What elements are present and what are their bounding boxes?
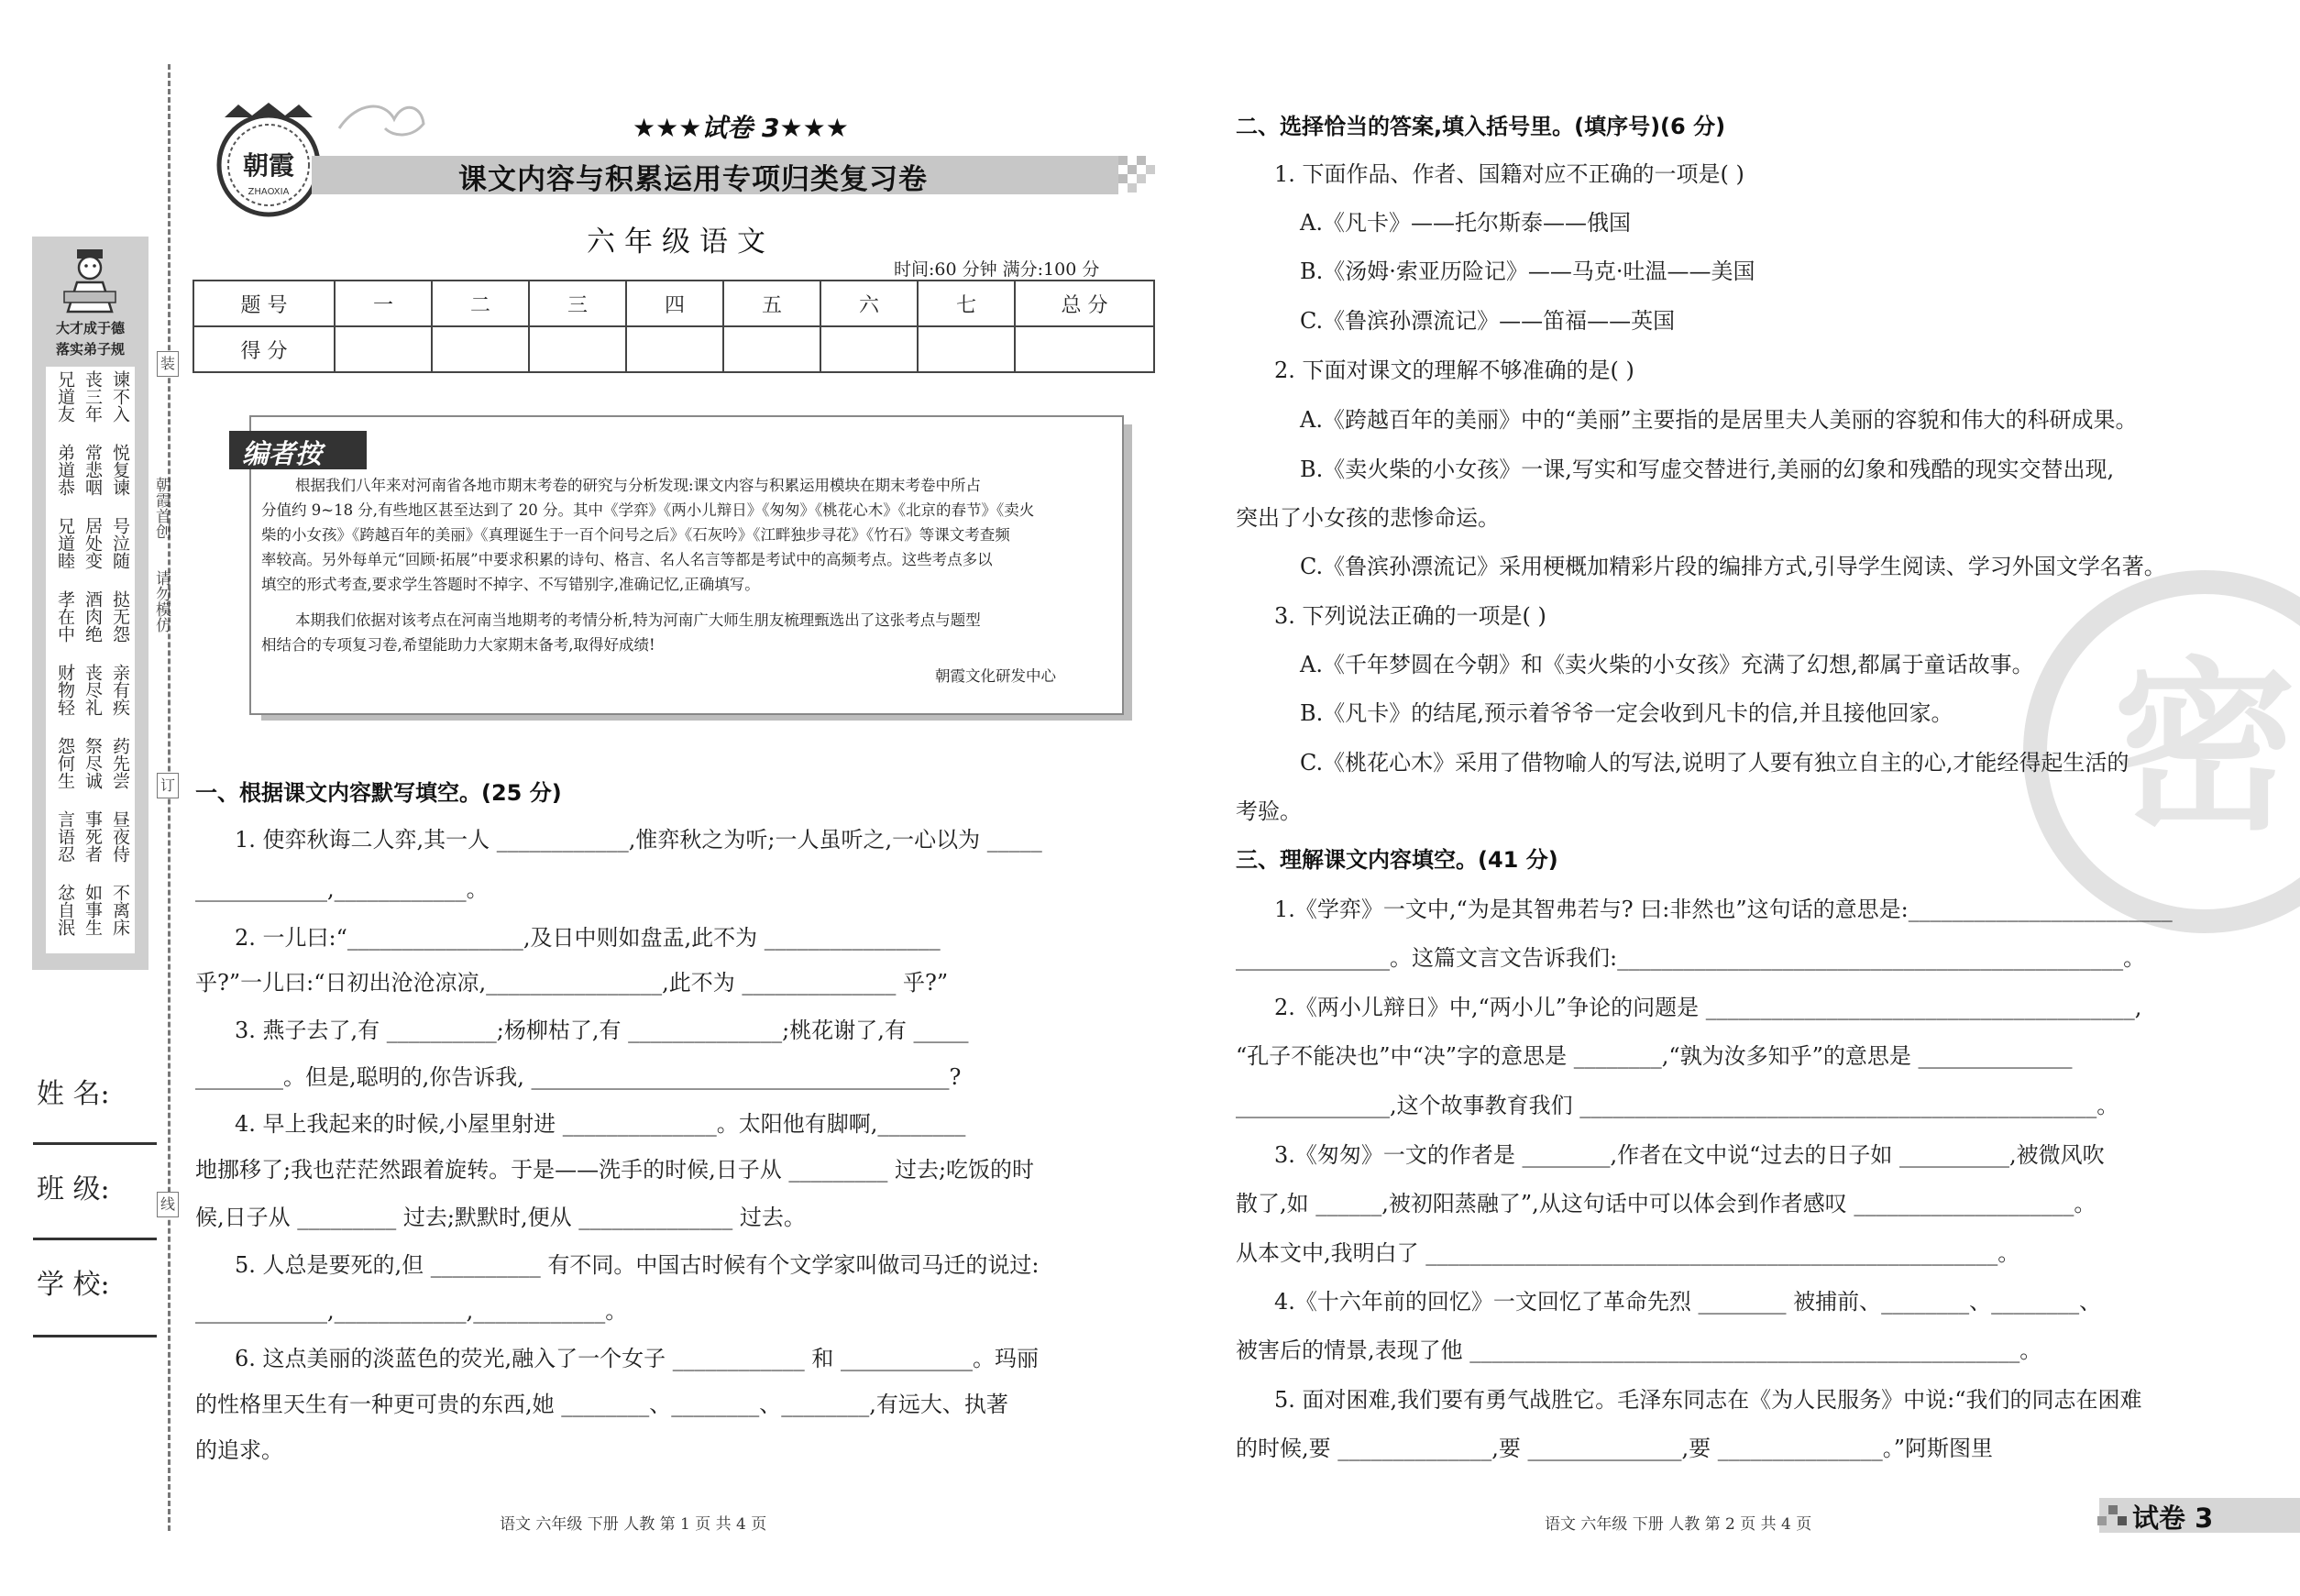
editor-note-line: 相结合的专项复习卷,希望能助力大家期末备考,取得好成绩!	[261, 636, 655, 654]
motto-column: 祭尽诚	[83, 737, 103, 789]
motto-column: 丧尽礼	[83, 664, 103, 716]
editor-note-line: 率较高。另外每单元“回顾·拓展”中要求积累的诗句、格言、名人名言等都是考试中的高频考点。这些考点多以	[261, 551, 993, 568]
class-label: 班 级:	[37, 1173, 110, 1205]
section-1-line: 4. 早上我起来的时候,小屋里射进 ______________。太阳他有脚啊,________	[235, 1111, 966, 1137]
score-table-cell: 七	[918, 281, 1015, 326]
score-input-cell[interactable]	[820, 326, 918, 372]
section-2-line: 突出了小女孩的悲惨命运。	[1236, 505, 1500, 531]
score-table-cell: 六	[820, 281, 918, 326]
section-2-line: A.《千年梦圆在今朝》和《卖火柴的小女孩》充满了幻想,都属于童话故事。	[1300, 652, 2034, 677]
motto-head-1: 大才成于德	[55, 320, 125, 336]
editor-note-line: 填空的形式考查,要求学生答题时不掉字、不写错别字,准确记忆,正确填写。	[261, 576, 760, 593]
editor-note-line: 分值约 9~18 分,有些地区甚至达到了 20 分。其中《学弈》《两小儿辩日》《匆匆》《桃花心木》《北京的春节》《卖火	[261, 501, 1035, 519]
section-3-line: 4.《十六年前的回忆》一文回忆了革命先烈 ________ 被捕前、________、________、	[1274, 1289, 2102, 1315]
name-field[interactable]	[33, 1142, 157, 1145]
score-table-cell: 总 分	[1015, 281, 1154, 326]
editor-note-tag-label: 编者按	[242, 438, 323, 469]
section-1-line: 6. 这点美丽的淡蓝色的荧光,融入了一个女子 ____________ 和 ____________。玛丽	[235, 1346, 1040, 1371]
motto-column: 号泣随	[110, 517, 130, 569]
motto-column: 不离床	[110, 884, 130, 936]
motto-column: 如事生	[83, 884, 103, 936]
score-input-cell[interactable]	[918, 326, 1015, 372]
section-1-line: 3. 燕子去了,有 __________;杨柳枯了,有 ______________;桃花谢了,有 _____	[235, 1018, 969, 1043]
corner-pattern-icon	[2097, 1503, 2127, 1529]
section-1-heading: 一、根据课文内容默写填空。(25 分)	[195, 780, 562, 806]
motto-column: 居处变	[83, 517, 103, 569]
section-3-line: 被害后的情景,表现了他 __________________________________________________。	[1236, 1337, 2042, 1363]
section-2-line: C.《桃花心木》采用了借物喻人的写法,说明了人要有独立自主的心,才能经得起生活的	[1300, 750, 2129, 776]
motto-column: 言语忍	[55, 810, 75, 863]
editor-note-signature: 朝霞文化研发中心	[935, 667, 1056, 685]
section-3-line: 从本文中,我明白了 ____________________________________________________。	[1236, 1240, 2020, 1266]
section-1-line: 5. 人总是要死的,但 __________ 有不同。中国古时候有个文学家叫做司马迁的说过:	[235, 1252, 1040, 1278]
bind-char-ding: 订	[157, 773, 179, 798]
section-3-line: 3.《匆匆》一文的作者是 ________,作者在文中说“过去的日子如 __________,被微风吹	[1274, 1142, 2105, 1168]
motto-column: 亲有疾	[110, 664, 130, 716]
name-label: 姓 名:	[37, 1078, 110, 1110]
scholar-figure-icon	[46, 246, 135, 314]
section-2-line: 1. 下面作品、作者、国籍对应不正确的一项是( )	[1274, 161, 1744, 187]
section-2-line: B.《卖火柴的小女孩》一课,写实和写虚交替进行,美丽的幻象和残酷的现实交替出现,	[1300, 457, 2115, 482]
motto-column: 谏不入	[110, 370, 130, 423]
motto-column: 弟道恭	[55, 444, 75, 496]
school-label: 学 校:	[37, 1269, 110, 1301]
motto-column: 忿自泯	[55, 884, 75, 936]
section-2-line: A.《跨越百年的美丽》中的“美丽”主要指的是居里夫人美丽的容貌和伟大的科研成果。	[1300, 407, 2138, 433]
section-2-line: 考验。	[1236, 798, 1302, 824]
score-table-cell: 四	[626, 281, 723, 326]
motto-column: 常悲咽	[83, 444, 103, 496]
motto-column: 丧三年	[83, 370, 103, 423]
section-2-line: C.《鲁滨孙漂流记》——笛福——英国	[1300, 308, 1676, 334]
score-table	[193, 280, 1155, 373]
section-1-line: ________。但是,聪明的,你告诉我, ______________________________________?	[195, 1064, 962, 1090]
editor-note-line: 根据我们八年来对河南省各地市期末考卷的研究与分析发现:课文内容与积累运用模块在期末考卷中所占	[295, 477, 982, 494]
section-2-line: B.《汤姆·索亚历险记》——马克·吐温——美国	[1300, 259, 1755, 284]
watermark-text: 密	[2112, 640, 2297, 855]
ribbon-decoration-icon	[330, 92, 431, 156]
section-1-line: 地挪移了;我也茫茫然跟着旋转。于是——洗手的时候,日子从 _________ 过去;吃饭的时	[195, 1157, 1035, 1183]
section-2-line: B.《凡卡》的结尾,预示着爷爷一定会收到凡卡的信,并且接他回家。	[1300, 700, 1953, 726]
section-1-line: 1. 使弈秋诲二人弈,其一人 ____________,惟弈秋之为听;一人虽听之,一心以为 _____	[235, 827, 1042, 853]
bind-char-xian: 线	[157, 1192, 179, 1217]
section-3-line: 2.《两小儿辩日》中,“两小儿”争论的问题是 _______________________________________,	[1274, 995, 2142, 1020]
school-field[interactable]	[33, 1335, 157, 1337]
section-3-line: 1.《学弈》一文中,“为是其智弗若与? 曰:非然也”这句话的意思是:________________________	[1274, 897, 2173, 922]
section-3-line: 散了,如 ______,被初阳蒸融了”,从这句话中可以体会到作者感叹 ____________________。	[1236, 1191, 2096, 1216]
motto-column: 酒肉绝	[83, 590, 103, 643]
section-3-line: ______________。这篇文言文告诉我们:______________________________________________。	[1236, 945, 2146, 971]
score-input-cell[interactable]	[529, 326, 626, 372]
score-table-cell: 三	[529, 281, 626, 326]
section-1-line: 的追求。	[195, 1437, 283, 1463]
logo-text: 朝霞	[242, 150, 295, 181]
score-input-cell[interactable]	[1015, 326, 1154, 372]
section-1-line: ____________,____________。	[195, 876, 489, 902]
binding-note-no-copy: 请勿模仿	[152, 570, 171, 633]
motto-column: 财物轻	[55, 664, 75, 716]
section-3-line: ______________,这个故事教育我们 _______________________________________________。	[1236, 1093, 2119, 1118]
motto-column: 挞无怨	[110, 590, 130, 643]
motto-column: 孝在中	[55, 590, 75, 643]
footer-page-1: 语文 六年级 下册 人教 第 1 页 共 4 页	[500, 1515, 767, 1534]
banner-pattern-icon	[1118, 156, 1155, 194]
score-table-cell: 五	[723, 281, 820, 326]
score-input-cell[interactable]	[432, 326, 529, 372]
section-1-line: 2. 一儿曰:“________________,及日中则如盘盂,此不为 ________________	[235, 925, 941, 951]
score-input-cell[interactable]	[723, 326, 820, 372]
score-table-cell: 题 号	[193, 281, 335, 326]
footer-page-2: 语文 六年级 下册 人教 第 2 页 共 4 页	[1545, 1515, 1812, 1534]
section-2-line: 2. 下面对课文的理解不够准确的是( )	[1274, 358, 1634, 383]
section-3-line: 的时候,要 ______________,要 ______________,要 _______________。”阿斯图里	[1236, 1436, 1994, 1461]
section-2-heading: 二、选择恰当的答案,填入括号里。(填序号)(6 分)	[1236, 114, 1726, 139]
section-2-line: A.《凡卡》——托尔斯泰——俄国	[1300, 210, 1631, 236]
binding-note-original: 朝霞首创	[152, 477, 171, 539]
motto-column: 兄道睦	[55, 517, 75, 569]
section-3-line: 5. 面对困难,我们要有勇气战胜它。毛泽东同志在《为人民服务》中说:“我们的同志在困难	[1274, 1387, 2142, 1413]
paper-tag: ★★★试卷 3★★★	[633, 113, 849, 143]
motto-column: 怨何生	[55, 737, 75, 789]
score-table-cell: 一	[335, 281, 432, 326]
section-1-line: 的性格里天生有一种更可贵的东西,她 ________、________、________,有远大、执著	[195, 1392, 1008, 1417]
motto-column: 昼夜侍	[110, 810, 130, 863]
grade-title: 六年级语文	[587, 226, 775, 259]
time-info: 时间:60 分钟 满分:100 分	[894, 259, 1100, 280]
class-field[interactable]	[33, 1238, 157, 1240]
editor-note-line: 本期我们依据对该考点在河南当地期考的考情分析,特为河南广大师生朋友梳理甄选出了这张考点与题型	[295, 611, 981, 629]
motto-column: 兄道友	[55, 370, 75, 423]
editor-note-line: 柴的小女孩》《跨越百年的美丽》《真理诞生于一百个问号之后》《石灰吟》《江畔独步寻花》《竹石》等课文考查频	[261, 526, 1010, 544]
section-3-line: “孔子不能决也”中“决”字的意思是 ________,“孰为汝多知乎”的意思是 ______________	[1236, 1043, 2073, 1069]
score-table-score-row	[193, 326, 1154, 372]
section-1-line: 乎?”一儿曰:“日初出沧沧凉凉,________________,此不为 ______________ 乎?”	[195, 970, 949, 996]
score-row-label: 得 分	[193, 326, 335, 372]
section-1-line: 候,日子从 _________ 过去;默默时,便从 ______________ 过去。	[195, 1205, 806, 1230]
motto-head-2: 落实弟子规	[55, 341, 125, 358]
section-1-line: ____________,____________,____________。	[195, 1298, 628, 1324]
section-3-heading: 三、理解课文内容填空。(41 分)	[1236, 847, 1558, 873]
logo-subtext: ZHAOXIA	[248, 187, 290, 197]
motto-column: 药先尝	[110, 737, 130, 789]
motto-column: 事死者	[83, 810, 103, 863]
score-table-header-row	[193, 281, 1154, 326]
corner-paper-label: 试卷 3	[2132, 1502, 2214, 1534]
motto-column: 悦复谏	[110, 444, 130, 496]
score-input-cell[interactable]	[626, 326, 723, 372]
section-2-line: C.《鲁滨孙漂流记》采用梗概加精彩片段的编排方式,引导学生阅读、学习外国文学名著。	[1300, 554, 2166, 579]
editor-note-tag	[229, 431, 367, 469]
score-table-cell: 二	[432, 281, 529, 326]
paper-title: 课文内容与积累运用专项归类复习卷	[458, 163, 928, 196]
score-input-cell[interactable]	[335, 326, 432, 372]
section-2-line: 3. 下列说法正确的一项是( )	[1274, 603, 1546, 629]
bind-char-zhuang: 装	[157, 351, 179, 377]
